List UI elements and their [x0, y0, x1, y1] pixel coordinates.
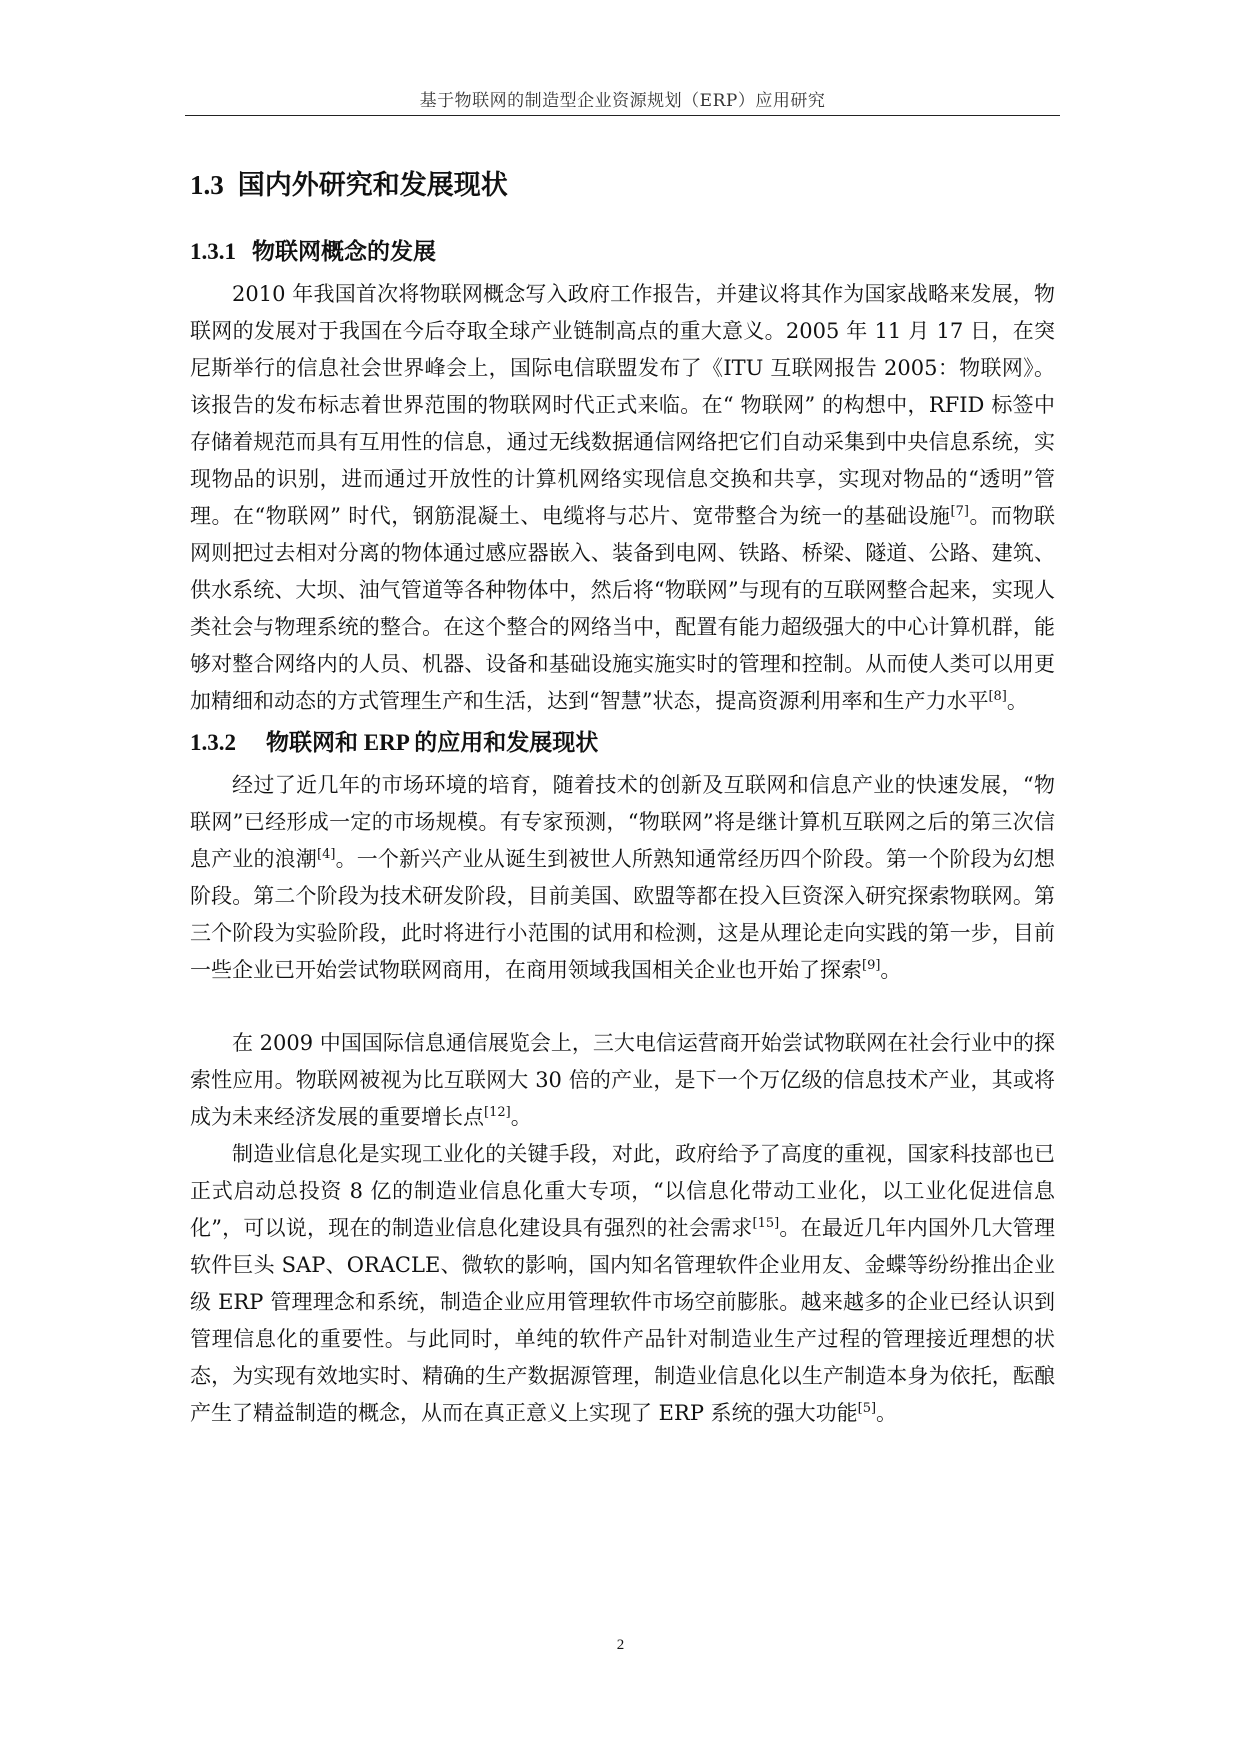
paragraph-text: 。 [880, 958, 902, 982]
citation: [12] [484, 1105, 511, 1120]
subsection-number: 1.3.1 [190, 239, 236, 264]
paragraph-market-development [190, 767, 1055, 989]
running-header: 基于物联网的制造型企业资源规划（ERP）应用研究 [419, 91, 826, 111]
paragraph-iot-concept [190, 276, 1055, 720]
paragraph-manufacturing-informatization [190, 1136, 1055, 1432]
paragraph-text: 制造业信息化是实现工业化的关键手段，对此，政府给予了高度的重视，国家科技部也已正式启动总投资 8 亿的制造业信息化重大专项，“以信息化带动工业化，以工业化促进信息化”，可以说，现在的制造业信息化建设具有强烈的社会需求 [190, 1142, 1055, 1240]
page-number: 2 [616, 1637, 625, 1653]
section-title: 国内外研究和发展现状 [237, 170, 508, 200]
subsection-heading-1-3-1 [190, 233, 436, 266]
citation: [9] [862, 958, 881, 973]
paragraph-text: 。 [1006, 689, 1028, 713]
paragraph-telecom-expo [190, 1025, 1055, 1136]
paragraph-text: 。一个新兴产业从诞生到被世人所熟知通常经历四个阶段。第一个阶段为幻想阶段。第二个阶段为技术研发阶段，目前美国、欧盟等都在投入巨资深入研究探索物联网。第三个阶段为实验阶段，此时将进行小范围的试用和检测，这是从理论走向实践的第一步，目前一些企业已开始尝试物联网商用，在商用领域我国相关企业也开始了探索 [190, 847, 1056, 982]
paragraph-text: 经过了近几年的市场环境的培育，随着技术的创新及互联网和信息产业的快速发展，“物联网”已经形成一定的市场规模。有专家预测，“物联网”将是继计算机互联网之后的第三次信息产业的浪潮 [190, 773, 1055, 871]
citation: [5] [857, 1401, 877, 1416]
citation: [15] [752, 1216, 780, 1231]
subsection-number: 1.3.2 [190, 730, 236, 755]
header-divider [185, 115, 1060, 116]
paragraph-text: 。 [876, 1401, 898, 1425]
citation: [8] [988, 689, 1007, 704]
subsection-title: 物联网概念的发展 [252, 239, 436, 264]
section-heading [190, 163, 508, 202]
citation: [4] [317, 847, 336, 862]
subsection-heading-1-3-2 [190, 724, 598, 757]
paragraph-text: 2010 年我国首次将物联网概念写入政府工作报告，并建议将其作为国家战略来发展，物联网的发展对于我国在今后夺取全球产业链制高点的重大意义。2005 年 11 月 17 日，在突尼斯举行的信息社会世界峰会上，国际电信联盟发布了《ITU 互联网报告 2005：物联网》。该报告的发布标志着世界范围的物联网时代正式来临。在“ 物联网” 的构想中，RFID 标签中存储着规范而具有互用性的信息，通过无线数据通信网络把它们自动采集到中央信息系统，实现物品的识别，进而通过开放性的计算机网络实现信息交换和共享，实现对物品的“透明”管理。在“物联网” 时代，钢筋混凝土、电缆将与芯片、宽带整合为统一的基础设施 [190, 282, 1055, 528]
paragraph-text: 。而物联网则把过去相对分离的物体通过感应器嵌入、装备到电网、铁路、桥梁、隧道、公路、建筑、供水系统、大坝、油气管道等各种物体中，然后将“物联网”与现有的互联网整合起来，实现人类社会与物理系统的整合。在这个整合的网络当中，配置有能力超级强大的中心计算机群，能够对整合网络内的人员、机器、设备和基础设施实施实时的管理和控制。从而使人类可以用更加精细和动态的方式管理生产和生活，达到“智慧”状态，提高资源利用率和生产力水平 [190, 504, 1055, 713]
subsection-title: 物联网和 ERP 的应用和发展现状 [266, 730, 599, 755]
citation: [7] [950, 504, 969, 519]
paragraph-text: 在 2009 中国国际信息通信展览会上，三大电信运营商开始尝试物联网在社会行业中的探索性应用。物联网被视为比互联网大 30 倍的产业，是下一个万亿级的信息技术产业，其或将成为未来经济发展的重要增长点 [190, 1031, 1055, 1129]
paragraph-text: 。 [510, 1105, 532, 1129]
paragraph-text: 。在最近几年内国外几大管理软件巨头 SAP、ORACLE、微软的影响，国内知名管理软件企业用友、金蝶等纷纷推出企业级 ERP 管理理念和系统，制造企业应用管理软件市场空前膨胀。越来越多的企业已经认识到管理信息化的重要性。与此同时，单纯的软件产品针对制造业生产过程的管理接近理想的状态，为实现有效地实时、精确的生产数据源管理，制造业信息化以生产制造本身为依托，酝酿产生了精益制造的概念，从而在真正意义上实现了 ERP 系统的强大功能 [190, 1216, 1056, 1425]
section-number: 1.3 [190, 170, 224, 200]
